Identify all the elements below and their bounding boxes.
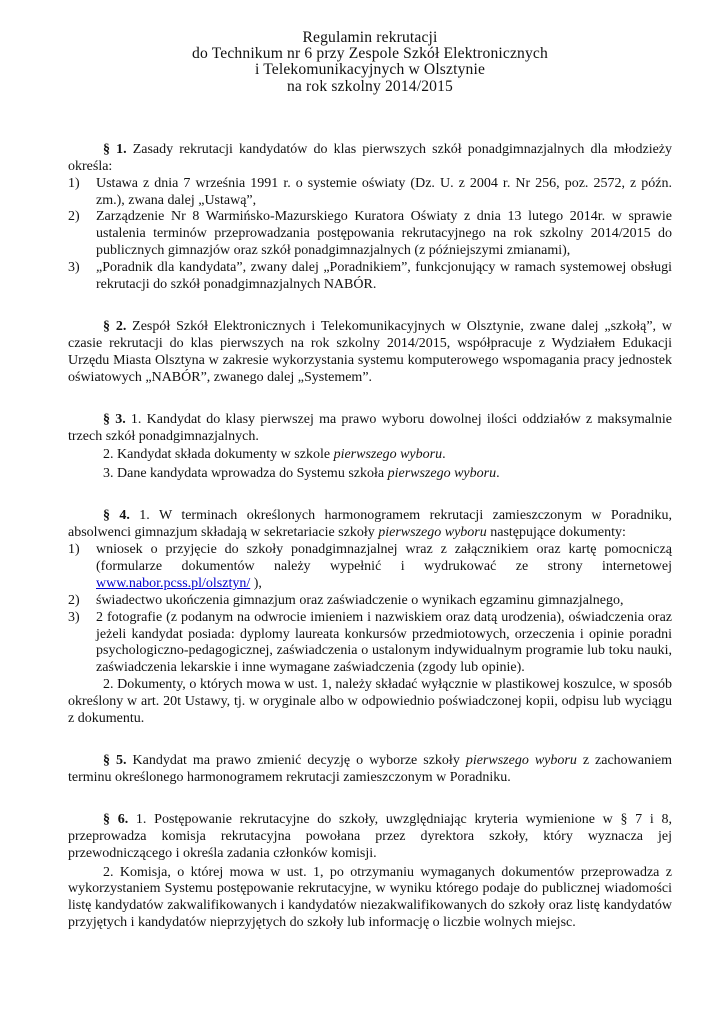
section-1-intro: § 1. Zasady rekrutacji kandydatów do klas pierwszych szkół ponadgimnazjalnych dla młodzieży określa: [68,141,673,174]
section-2 [68,319,672,387]
section-6-p2: 2. Komisja, o której mowa w ust. 1, po otrzymaniu wymaganych dokumentów przeprowadza z wykorzystaniem Systemu postępowanie rekrutacyjne, w wyniku którego podaje do publicznej wiadomości listę kandydatów zakwalifikowanych i kandydatów niezakwalifikowanych do szkoły oraz listę kandydatów przyjętych i kandydatów nieprzyjętych do szkoły lub informację o liczbie wolnych miejsc. [68,864,672,931]
list-item: 3) „Poradnik dla kandydata”, zwany dalej „Poradnikiem”, funkcjonujący w ramach systemowej obsługi rekrutacji do szkół ponadgimnazjalnych NABÓR. [68,260,672,293]
title-line-4: na rok szkolny 2014/2015 [286,77,454,95]
title-line-1: Regulamin rekrutacji [302,29,438,46]
list-item: 1) Ustawa z dnia 7 września 1991 r. o systemie oświaty (Dz. U. z 2004 r. Nr 256, poz. 2572, z późn. zm.), zwana dalej „Ustawą”, [68,175,672,208]
section-3-label: § 3. [103,411,126,427]
section-1 [68,142,672,294]
section-6-label: § 6. [103,811,129,827]
section-4-label: § 4. [103,508,130,524]
section-6 [68,812,672,932]
section-2-text: § 2. Zespół Szkół Elektronicznych i Telekomunikacyjnych w Olsztynie, zwane dalej „szkołą”, w czasie rekrutacji do klas pierwszych na rok szkolny 2014/2015, współpracuje z Wydziałem Edukacji Urzędu Miasta Olsztyna w zakresie wykorzystania systemu komputerowego wspomagania pracy jednostek oświatowych „NABÓR”, zwanego dalej „Systemem”. [68,318,672,385]
section-5 [68,753,672,787]
section-3-p1: § 3. 1. Kandydat do klasy pierwszej ma prawo wyboru dowolnej ilości oddziałów z maksymalnie trzech szkół ponadgimnazjalnych. [68,411,673,444]
section-5-text: § 5. Kandydat ma prawo zmienić decyzję o wyborze szkoły pierwszego wyboru z zachowaniem terminu określonego harmonogramem rekrutacji zamieszczonym w Poradniku. [68,753,672,785]
section-5-label: § 5. [103,753,127,768]
list-item: 1) wniosek o przyjęcie do szkoły ponadgimnazjalnej wraz z załącznikiem oraz kartę pomocniczą (formularze dokumentów należy wypełnić i wydrukować ze strony internetowej www.nabor.pcss.pl/olsztyn/ ), [68,542,672,591]
section-3-p3: 3. Dane kandydata wprowadza do Systemu szkoła pierwszego wyboru. [103,466,500,482]
section-4-p2: 2. Dokumenty, o których mowa w ust. 1, należy składać wyłącznie w plastikowej koszulce, w sposób określony w art. 20t Ustawy, tj. w oryginale albo w odpowiednio poświadczonej kopii, odpisu lub wyciągu z dokumentu. [68,677,672,727]
section-4-intro: § 4. 1. W terminach określonych harmonogramem rekrutacji zamieszczonym w Poradniku, absolwenci gimnazjum składają w sekretariacie szkoły pierwszego wyboru następujące dokumenty: [68,508,672,541]
section-3-p2: 2. Kandydat składa dokumenty w szkole pierwszego wyboru. [103,447,446,463]
document-title [68,30,672,95]
list-item: 2) Zarządzenie Nr 8 Warmińsko-Mazurskiego Kuratora Oświaty z dnia 13 lutego 2014r. w sprawie ustalenia terminów przeprowadzania postępowania rekrutacyjnego na rok szkolny 2014/2015 do publicznych gimnazjów oraz szkół ponadgimnazjalnych (z późniejszymi zmianami), [68,209,672,259]
document-page [68,30,672,932]
section-3 [68,412,672,484]
section-1-list [68,176,672,294]
title-line-3: i Telekomunikacyjnych w Olsztynie [254,61,486,79]
list-item: 3) 2 fotografie (z podanym na odwrocie imieniem i nazwiskiem oraz datą urodzenia), oświadczenia oraz jeżeli kandydat posiada: dyplomy laureata konkursów przedmiotowych, orzeczenia i opinie poradni psychologiczno-pedagogicznej, zaświadczenia o ustalonym indywidualnym programie lub toku nauki, zaświadczenia lekarskie i inne wymagane zaświadczenia (zgody lub opinie). [68,609,672,676]
title-line-2: do Technikum nr 6 przy Zespole Szkół Elektronicznych [192,45,548,63]
section-1-label: § 1. [103,141,127,157]
section-4 [68,508,672,728]
section-6-p1: § 6. 1. Postępowanie rekrutacyjne do szkoły, uwzględniając kryteria wymienione w § 7 i 8, przeprowadza komisja rekrutacyjna powołana przez dyrektora szkoły, który wyznacza jej przewodniczącego i określa zadania członków komisji. [68,811,672,861]
list-item: 2) świadectwo ukończenia gimnazjum oraz zaświadczenie o wynikach egzaminu gimnazjalnego, [68,592,624,608]
nabor-link[interactable]: www.nabor.pcss.pl/olsztyn/ [96,575,251,591]
section-2-label: § 2. [103,318,127,334]
section-4-list [68,542,672,677]
